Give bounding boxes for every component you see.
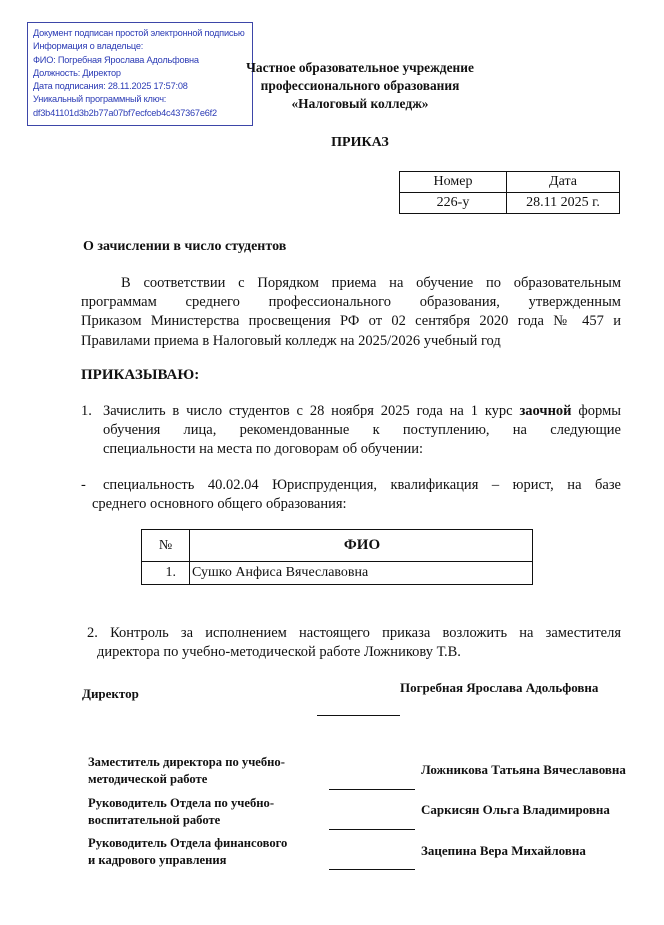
approval-1-position-line-1: Заместитель директора по учебно- [88,755,285,769]
approval-3-position-line-1: Руководитель Отдела финансового [88,836,288,850]
item-1-line-2: обучения лица, рекомендованные к поступлению, на следующие [103,422,621,438]
org-line-2: профессионального образования [260,78,460,93]
approval-2-signature-line [329,829,415,830]
item-1-line-1 [103,402,621,421]
director-signature-line [317,715,400,716]
stamp-line-key: df3b41101d3b2b77a07bf7ecfceb4c437367e6f2 [33,107,217,118]
preamble-line-3: Приказом Министерства просвещения РФ от 02 сентября 2020 года № 457 и [81,313,621,330]
approval-name-2: Саркисян Ольга Владимировна [421,802,610,817]
students-table-header [142,530,533,562]
org-line-1: Частное образовательное учреждение [246,60,474,75]
director-label: Директор [82,686,139,701]
order-item-2 [87,624,621,662]
student-number: 1. [142,562,190,585]
students-table [141,529,533,585]
approval-1-position-line-2: методической работе [88,772,208,786]
student-fio: Сушко Анфиса Вячеславовна [190,562,533,585]
preamble-line-1: В соответствии с Порядком приема на обучение по образовательным [121,275,621,291]
specialty-line-1: специальность 40.02.04 Юриспруденция, квалификация – юрист, на базе [103,477,621,493]
item-2-line-2: директора по учебно-методической работе Ложникову Т.В. [97,644,461,660]
preamble-line-2: программам среднего профессионального образования, утвержденным [81,294,621,311]
meta-value-row [400,193,620,214]
order-date: 28.11 2025 г. [507,193,620,214]
specialty-paragraph [81,476,621,514]
organization-name [200,59,520,113]
stamp-line-fio: ФИО: Погребная Ярослава Адольфовна [33,54,199,65]
meta-header-number: Номер [400,172,507,193]
item-1-text [103,402,621,459]
approval-3-position-line-2: и кадрового управления [88,853,227,867]
approval-2-position-line-1: Руководитель Отдела по учебно- [88,796,275,810]
approval-2-position-line-2: воспитательной работе [88,813,221,827]
specialty-dash: - [81,477,86,493]
column-header-number: № [142,530,190,562]
specialty-line-2: среднего основного общего образования: [92,496,347,512]
order-number: 226-у [400,193,507,214]
preamble-line-4: Правилами приема в Налоговый колледж на 2025/2026 учебный год [81,332,501,349]
stamp-line-key-label: Уникальный программный ключ: [33,94,167,105]
meta-header-row [400,172,620,193]
approval-1-signature-line [329,789,415,790]
org-line-3: «Налоговый колледж» [291,96,429,111]
preamble-paragraph [81,274,621,351]
stamp-line-owner-info: Информация о владельце: [33,41,144,52]
approval-position-3 [88,835,287,869]
stamp-line-position: Должность: Директор [33,67,121,78]
item-1-line-3: специальности на места по договорам об обучении: [103,441,424,457]
approval-name-3: Зацепина Вера Михайловна [421,843,586,858]
approval-name-1: Ложникова Татьяна Вячеславовна [421,762,626,777]
item-1-line-1-end: формы [571,403,621,419]
approval-position-2 [88,795,274,829]
document-title: ПРИКАЗ [331,135,389,150]
meta-header-date: Дата [507,172,620,193]
approval-3-signature-line [329,869,415,870]
table-row [142,562,533,585]
stamp-line-sign-date: Дата подписания: 28.11.2025 17:57:08 [33,81,188,92]
column-header-fio: ФИО [190,530,533,562]
order-item-1 [81,402,621,459]
item-1-number: 1. [81,403,92,419]
item-2-line-1: 2. Контроль за исполнением настоящего приказа возложить на заместителя [87,625,621,641]
study-form-bold: заочной [519,403,572,419]
order-meta-table [399,171,620,214]
approval-position-1 [88,754,285,788]
order-heading: ПРИКАЗЫВАЮ: [81,367,200,383]
stamp-line-title: Документ подписан простой электронной подписью [33,28,245,38]
item-1-line-1-start: Зачислить в число студентов с 28 ноября 2025 года на 1 курс [103,403,520,419]
order-subject: О зачислении в число студентов [83,239,287,254]
director-name: Погребная Ярослава Адольфовна [400,680,599,695]
